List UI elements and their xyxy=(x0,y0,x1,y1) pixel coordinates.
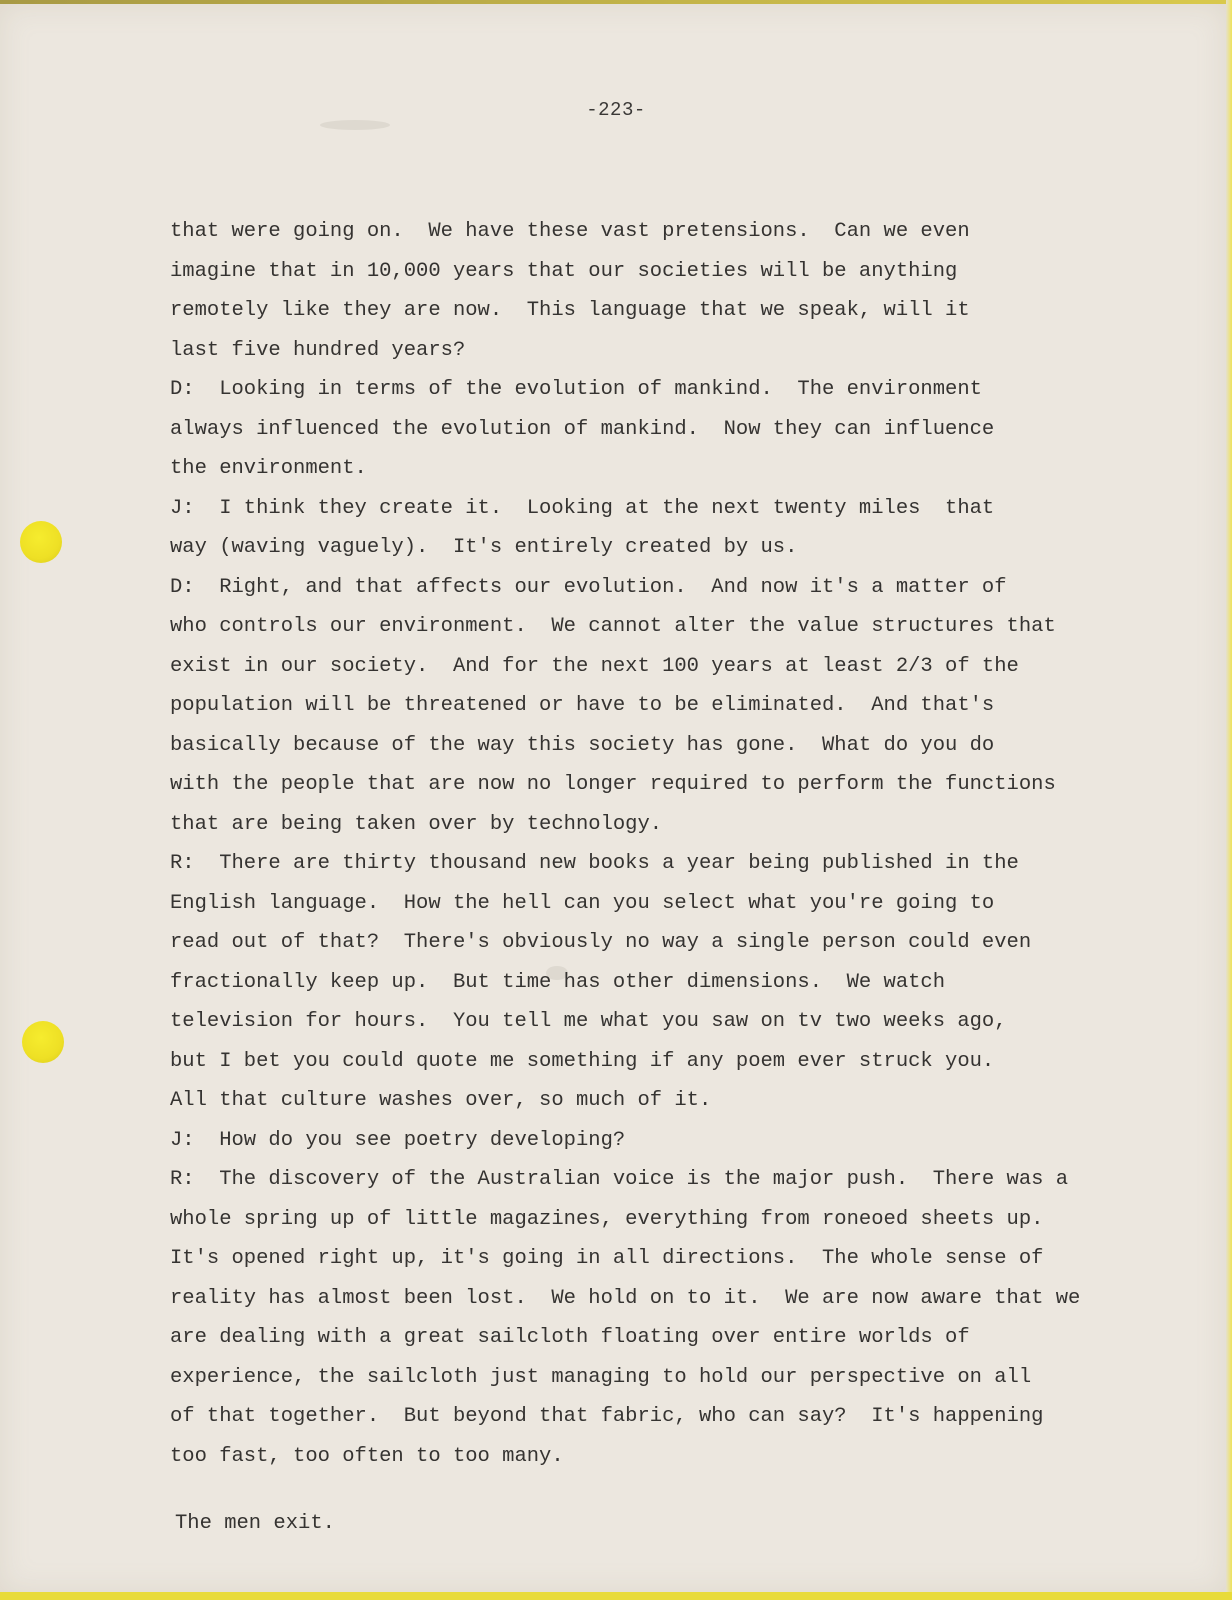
bottom-edge xyxy=(0,1592,1232,1600)
text-line: J: How do you see poetry developing? xyxy=(170,1128,626,1152)
text-line: reality has almost been lost. We hold on to it. We are now aware that we xyxy=(170,1286,1081,1310)
text-line: J: I think they create it. Looking at the next twenty miles that xyxy=(170,496,995,520)
text-line: population will be threatened or have to be eliminated. And that's xyxy=(170,694,995,717)
text-line: but I bet you could quote me something if any poem ever struck you. xyxy=(170,1049,995,1073)
right-edge xyxy=(1226,0,1232,1600)
text-line: always influenced the evolution of mankind. Now they can influence xyxy=(170,417,995,441)
text-line: last five hundred years? xyxy=(170,338,466,362)
text-line: that were going on. We have these vast pretensions. Can we even xyxy=(170,220,970,243)
text-line: fractionally keep up. But time has other dimensions. We watch xyxy=(170,970,946,994)
page-number: -223- xyxy=(586,99,646,121)
text-line: exist in our society. And for the next 100 years at least 2/3 of the xyxy=(170,654,1019,678)
binder-hole-lower xyxy=(22,1021,64,1063)
transcript-body xyxy=(170,212,1170,1476)
text-line: that are being taken over by technology. xyxy=(170,812,663,836)
binder-hole-upper xyxy=(20,521,62,563)
paper-smudge xyxy=(320,120,390,130)
text-line: R: The discovery of the Australian voice is the major push. There was a xyxy=(170,1168,1069,1191)
text-line: the environment. xyxy=(170,457,367,480)
text-line: read out of that? There's obviously no way a single person could even xyxy=(170,931,1032,954)
stage-direction: The men exit. xyxy=(175,1512,335,1535)
text-line: D: Right, and that affects our evolution. And now it's a matter of xyxy=(170,575,1007,599)
text-line: are dealing with a great sailcloth floating over entire worlds of xyxy=(170,1326,970,1349)
text-line: All that culture washes over, so much of it. xyxy=(170,1089,712,1112)
text-line: R: There are thirty thousand new books a year being published in the xyxy=(170,852,1019,875)
text-line: remotely like they are now. This language that we speak, will it xyxy=(170,299,970,322)
text-line: imagine that in 10,000 years that our societies will be anything xyxy=(170,259,958,283)
text-line: way (waving vaguely). It's entirely created by us. xyxy=(170,536,798,559)
text-line: who controls our environment. We cannot alter the value structures that xyxy=(170,615,1056,638)
text-line: English language. How the hell can you select what you're going to xyxy=(170,891,995,915)
text-line: of that together. But beyond that fabric, who can say? It's happening xyxy=(170,1405,1044,1428)
text-line: basically because of the way this society has gone. What do you do xyxy=(170,733,995,757)
text-line: It's opened right up, it's going in all directions. The whole sense of xyxy=(170,1247,1044,1270)
text-line: television for hours. You tell me what you saw on tv two weeks ago, xyxy=(170,1010,1007,1033)
text-line: experience, the sailcloth just managing to hold our perspective on all xyxy=(170,1365,1032,1389)
text-line: too fast, too often to too many. xyxy=(170,1444,564,1468)
text-line: D: Looking in terms of the evolution of mankind. The environment xyxy=(170,378,982,401)
text-line: with the people that are now no longer required to perform the functions xyxy=(170,773,1056,796)
text-line: whole spring up of little magazines, everything from roneoed sheets up. xyxy=(170,1207,1044,1231)
